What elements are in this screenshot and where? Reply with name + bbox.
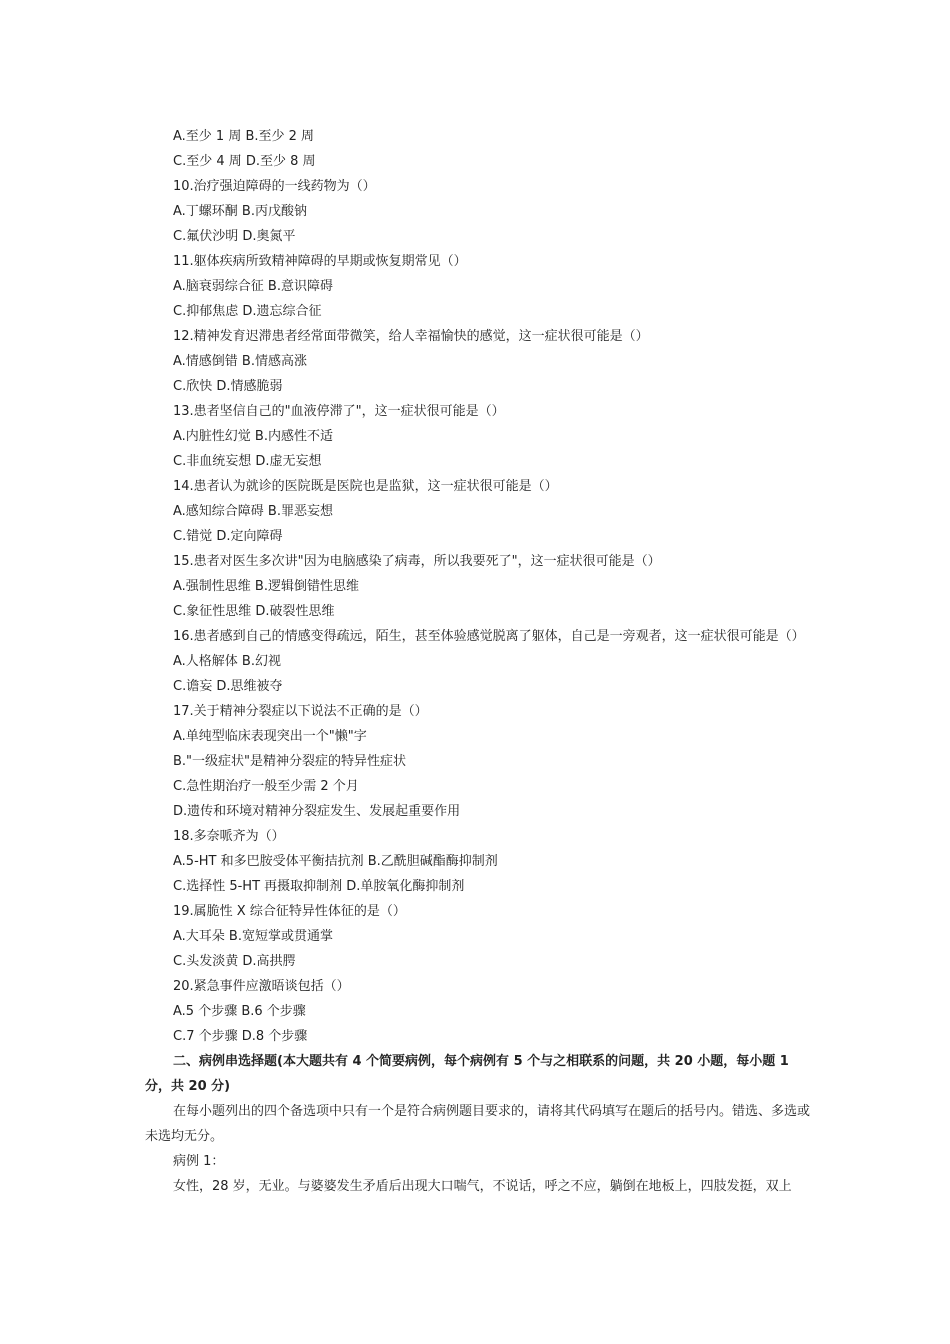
text-line: 12.精神发育迟滞患者经常面带微笑，给人幸福愉快的感觉，这一症状很可能是（） xyxy=(173,329,649,344)
text-line: 19.属脆性 X 综合征特异性体征的是（） xyxy=(173,904,406,919)
text-line: 17.关于精神分裂症以下说法不正确的是（） xyxy=(173,704,428,719)
text-line: 女性，28 岁，无业。与婆婆发生矛盾后出现大口喘气，不说话，呼之不应，躺倒在地板上，四肢发挺，双上 xyxy=(173,1179,792,1194)
text-line: A.情感倒错 B.情感高涨 xyxy=(173,354,307,369)
text-line: C.氟伏沙明 D.奥氮平 xyxy=(173,229,296,244)
text-line: B."一级症状"是精神分裂症的特异性症状 xyxy=(173,754,407,769)
text-line: A.感知综合障碍 B.罪恶妄想 xyxy=(173,504,333,519)
text-line: D.遗传和环境对精神分裂症发生、发展起重要作用 xyxy=(173,804,461,819)
text-line: 11.躯体疾病所致精神障碍的早期或恢复期常见（） xyxy=(173,254,467,269)
text-line: C.急性期治疗一般至少需 2 个月 xyxy=(173,779,359,794)
text-line: A.单纯型临床表现突出一个"懒"字 xyxy=(173,729,367,744)
text-line: 13.患者坚信自己的"血液停滞了"，这一症状很可能是（） xyxy=(173,404,505,419)
text-line: A.丁螺环酮 B.丙戊酸钠 xyxy=(173,204,307,219)
text-line: A.5 个步骤 B.6 个步骤 xyxy=(173,1004,306,1019)
document-body xyxy=(145,124,817,1199)
text-line: 10.治疗强迫障碍的一线药物为（） xyxy=(173,179,376,194)
text-line: C.象征性思维 D.破裂性思维 xyxy=(173,604,335,619)
text-line: C.欣快 D.情感脆弱 xyxy=(173,379,283,394)
text-line: A.内脏性幻觉 B.内感性不适 xyxy=(173,429,333,444)
text-line: C.抑郁焦虑 D.遗忘综合征 xyxy=(173,304,322,319)
text-line: A.脑衰弱综合征 B.意识障碍 xyxy=(173,279,333,294)
text-line: 18.多奈哌齐为（） xyxy=(173,829,285,844)
text-line: 15.患者对医生多次讲"因为电脑感染了病毒，所以我要死了"，这一症状很可能是（） xyxy=(173,554,661,569)
text-line: C.7 个步骤 D.8 个步骤 xyxy=(173,1029,308,1044)
text-line: C.错觉 D.定向障碍 xyxy=(173,529,283,544)
text-line: C.谵妄 D.思维被夺 xyxy=(173,679,283,694)
text-line: A.至少 1 周 B.至少 2 周 xyxy=(173,129,315,144)
text-line: 病例 1： xyxy=(173,1154,225,1169)
text-line: C.至少 4 周 D.至少 8 周 xyxy=(173,154,316,169)
text-line: A.人格解体 B.幻视 xyxy=(173,654,281,669)
text-line: 在每小题列出的四个备选项中只有一个是符合病例题目要求的，请将其代码填写在题后的括号内。错选、多选或未选均无分。 xyxy=(145,1104,811,1144)
text-line: 20.紧急事件应激晤谈包括（） xyxy=(173,979,350,994)
text-line: C.头发淡黄 D.高拱腭 xyxy=(173,954,296,969)
text-line: 16.患者感到自己的情感变得疏远，陌生，甚至体验感觉脱离了躯体，自己是一旁观者，这一症状很可能是（） xyxy=(173,629,805,644)
section-heading: 二、病例串选择题(本大题共有 4 个简要病例，每个病例有 5 个与之相联系的问题，共 20 小题，每小题 1 分，共 20 分) xyxy=(145,1054,789,1094)
text-line: C.非血统妄想 D.虚无妄想 xyxy=(173,454,322,469)
text-line: C.选择性 5-HT 再摄取抑制剂 D.单胺氧化酶抑制剂 xyxy=(173,879,465,894)
text-line: A.大耳朵 B.宽短掌或贯通掌 xyxy=(173,929,333,944)
text-line: A.强制性思维 B.逻辑倒错性思维 xyxy=(173,579,359,594)
text-line: A.5-HT 和多巴胺受体平衡拮抗剂 B.乙酰胆碱酯酶抑制剂 xyxy=(173,854,498,869)
text-line: 14.患者认为就诊的医院既是医院也是监狱，这一症状很可能是（） xyxy=(173,479,558,494)
